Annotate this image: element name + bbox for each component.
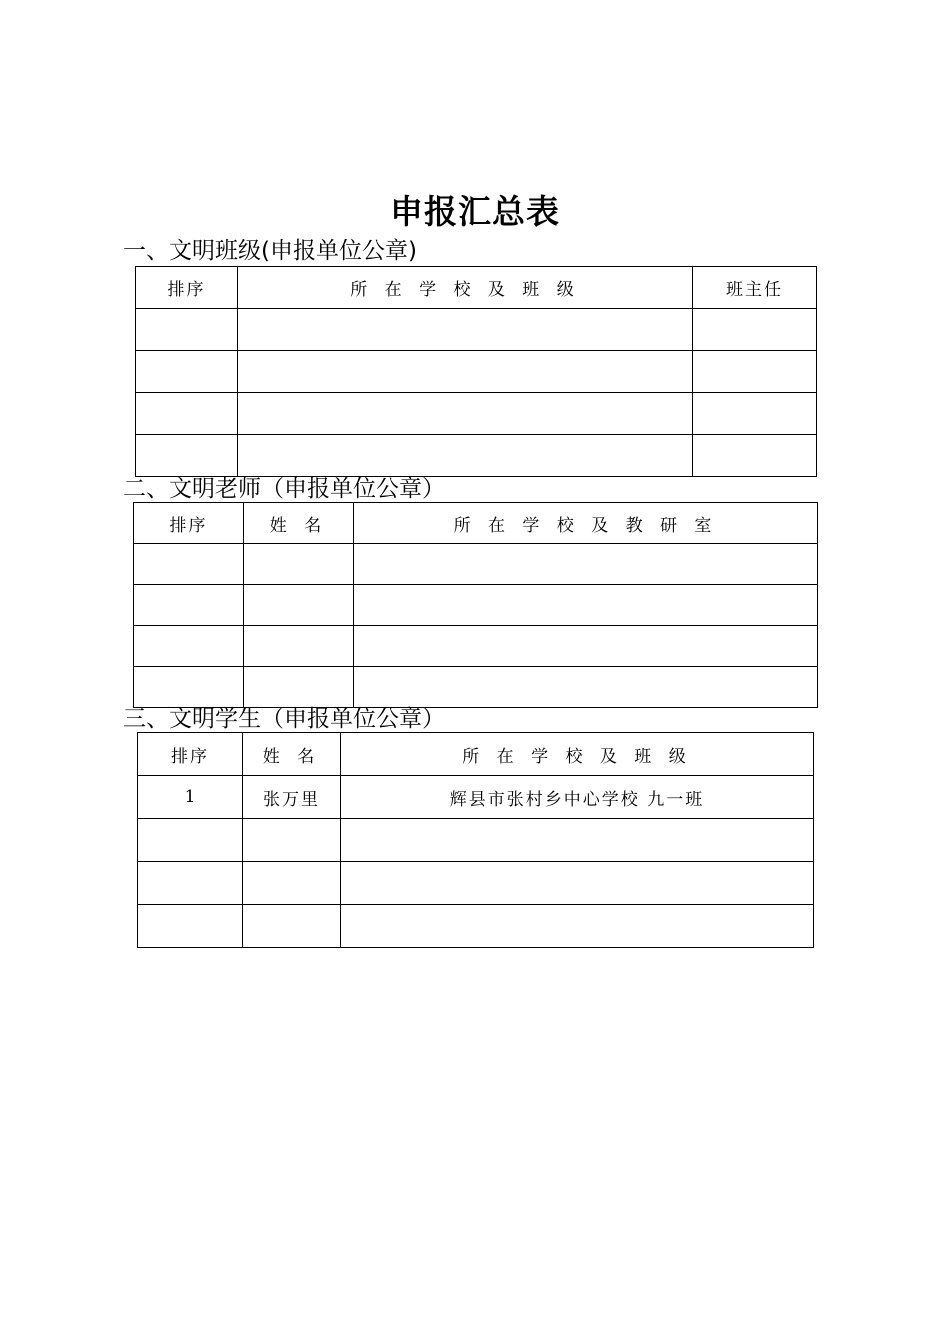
cell-school-class	[238, 435, 693, 477]
header-name: 姓 名	[243, 733, 341, 776]
cell-head-teacher	[693, 309, 817, 351]
cell-rank	[134, 544, 244, 585]
cell-school-class	[341, 905, 814, 948]
table-row	[138, 819, 814, 862]
cell-head-teacher	[693, 351, 817, 393]
cell-rank	[136, 435, 238, 477]
table-row	[136, 435, 817, 477]
header-school-class: 所 在 学 校 及 班 级	[238, 267, 693, 309]
header-rank: 排序	[136, 267, 238, 309]
cell-school-office	[354, 585, 818, 626]
cell-name: 张万里	[243, 776, 341, 819]
table-row	[138, 905, 814, 948]
cell-rank	[138, 819, 243, 862]
table-header-row	[136, 267, 817, 309]
cell-name	[243, 819, 341, 862]
cell-school-class	[238, 351, 693, 393]
teachers-table	[133, 502, 818, 708]
section-heading-teachers: 二、文明老师（申报单位公章）	[123, 476, 445, 502]
cell-rank: 1	[138, 776, 243, 819]
header-head-teacher: 班主任	[693, 267, 817, 309]
cell-name	[244, 626, 354, 667]
cell-school-class: 辉县市张村乡中心学校 九一班	[341, 776, 814, 819]
section-heading-students: 三、文明学生（申报单位公章）	[123, 706, 445, 732]
table-header-row	[138, 733, 814, 776]
table-row	[136, 351, 817, 393]
cell-school-office	[354, 667, 818, 708]
classes-table	[135, 266, 817, 477]
cell-rank	[134, 626, 244, 667]
cell-school-office	[354, 626, 818, 667]
header-rank: 排序	[134, 503, 244, 544]
cell-school-office	[354, 544, 818, 585]
cell-rank	[136, 309, 238, 351]
table-row	[136, 393, 817, 435]
table-row	[138, 776, 814, 819]
table-row	[136, 309, 817, 351]
cell-name	[243, 862, 341, 905]
cell-head-teacher	[693, 435, 817, 477]
cell-school-class	[341, 862, 814, 905]
table-row	[134, 585, 818, 626]
cell-name	[243, 905, 341, 948]
table-row	[134, 667, 818, 708]
cell-rank	[138, 862, 243, 905]
table-row	[134, 544, 818, 585]
cell-rank	[136, 351, 238, 393]
cell-name	[244, 667, 354, 708]
cell-rank	[134, 585, 244, 626]
table-header-row	[134, 503, 818, 544]
cell-rank	[136, 393, 238, 435]
header-rank: 排序	[138, 733, 243, 776]
header-name: 姓 名	[244, 503, 354, 544]
cell-name	[244, 585, 354, 626]
table-row	[134, 626, 818, 667]
cell-rank	[138, 905, 243, 948]
cell-school-class	[238, 309, 693, 351]
document-title: 申报汇总表	[390, 192, 560, 231]
students-table	[137, 732, 814, 948]
cell-school-class	[341, 819, 814, 862]
section-heading-classes: 一、文明班级(申报单位公章)	[123, 238, 417, 264]
cell-school-class	[238, 393, 693, 435]
header-school-office: 所 在 学 校 及 教 研 室	[354, 503, 818, 544]
cell-name	[244, 544, 354, 585]
cell-rank	[134, 667, 244, 708]
table-row	[138, 862, 814, 905]
cell-head-teacher	[693, 393, 817, 435]
header-school-class: 所 在 学 校 及 班 级	[341, 733, 814, 776]
